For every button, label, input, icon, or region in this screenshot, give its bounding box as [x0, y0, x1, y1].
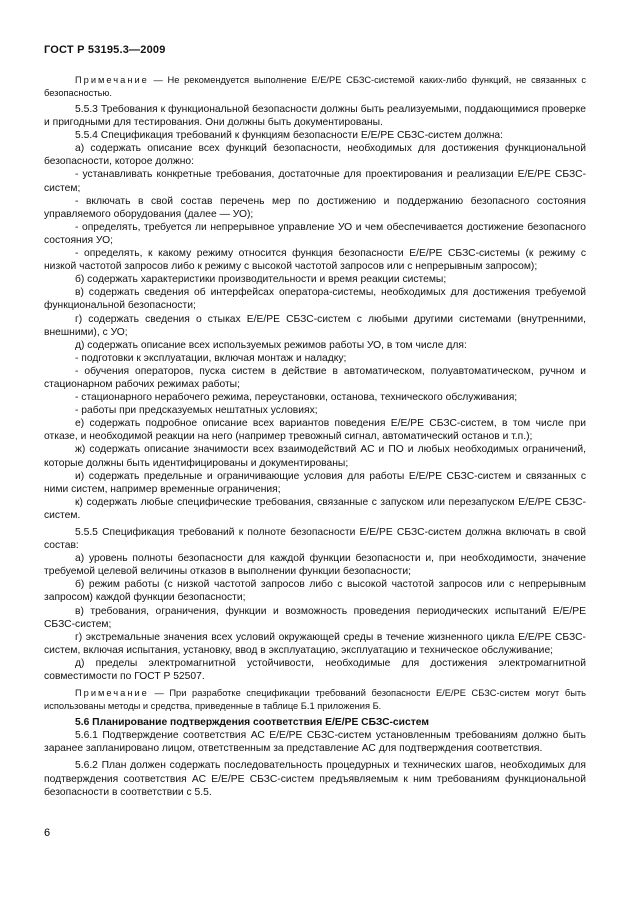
note-2-text: — При разработке спецификации требований безопасности Е/Е/РЕ СБЗС-систем могут быть использованы методы и средства, приведенные в таблице Б.1 приложения Б. — [44, 688, 586, 711]
paragraph: - подготовки к эксплуатации, включая монтаж и наладку; — [75, 352, 347, 364]
note-1-label: Примечание — [75, 75, 149, 85]
paragraph: 5.6.2 План должен содержать последовательность процедурных и технических шагов, необходимых для подтверждения соответствия АС Е/Е/РЕ СБЗС-систем предъявляемым к ним требованиям функциональной безопасности в соответствии с 5.5. — [44, 760, 586, 798]
paragraph: - обучения операторов, пуска систем в действие в автоматическом, полуавтоматическом, ручном и стационарном рабочих режимах работы; — [44, 365, 586, 390]
paragraph: - стационарного нерабочего режима, переустановки, останова, технического обслуживания; — [75, 392, 518, 404]
paragraph: и) содержать предельные и ограничивающие условия для работы Е/Е/РЕ СБЗС-систем и связанных с ними систем, например временные ограничения; — [44, 470, 586, 495]
note-2-label: Примечание — [75, 688, 149, 699]
paragraph: к) содержать любые специфические требования, связанные с запуском или перезапуском Е/Е/РЕ СБЗС-систем. — [44, 496, 586, 521]
paragraph: 5.5.4 Спецификация требований к функциям безопасности Е/Е/РЕ СБЗС-систем должна: — [75, 130, 504, 142]
paragraph: ж) содержать описание значимости всех взаимодействий АС и ПО и любых необходимых ограничений, которые должны быть идентифицированы и документированы; — [44, 444, 586, 469]
page-number: 6 — [44, 827, 51, 839]
note-1-text: — Не рекомендуется выполнение Е/Е/РЕ СБЗС-системой каких-либо функций, не связанных с безопасностью. — [44, 75, 586, 98]
paragraph: г) экстремальные значения всех условий окружающей среды в течение жизненного цикла Е/Е/РЕ СБЗС-систем, включая испытания, установку, ввод в эксплуатацию, эксплуатацию и техническое обслуживание; — [44, 631, 586, 656]
document-header: ГОСТ Р 53195.3—2009 — [44, 44, 166, 56]
paragraph: е) содержать подробное описание всех вариантов поведения Е/Е/РЕ СБЗС-систем, в том числе при отказе, и необходимой реакции на него (например тревожный сигнал, автоматический останов и т.п.); — [44, 418, 586, 443]
paragraph: 5.5.3 Требования к функциональной безопасности должны быть реализуемыми, поддающимися проверке и пригодными для тестирования. Они должны быть документированы. — [44, 104, 586, 129]
paragraph: - определять, к какому режиму относится функция безопасности Е/Е/РЕ СБЗС-системы (к режиму с низкой частотой запросов либо к режиму с высокой частотой запросов или с непрерывным запросом); — [44, 248, 586, 273]
paragraph: б) режим работы (с низкой частотой запросов либо с высокой частотой запросов или с непрерывным запросом) каждой функции безопасности; — [44, 579, 586, 604]
paragraph: а) уровень полноты безопасности для каждой функции безопасности и, при необходимости, значение требуемой целевой величины отказов в выполнении функции безопасности; — [44, 553, 586, 578]
note-1 — [44, 74, 586, 99]
paragraph: в) требования, ограничения, функции и возможность проведения периодических испытаний Е/Е/РЕ СБЗС-систем; — [44, 605, 586, 630]
paragraph: б) содержать характеристики производительности и время реакции системы; — [75, 274, 447, 286]
paragraph: 5.5.5 Спецификация требований к полноте безопасности Е/Е/РЕ СБЗС-систем должна включать в свой состав: — [44, 527, 586, 552]
paragraph: 5.6.1 Подтверждение соответствия АС Е/Е/РЕ СБЗС-систем установленным требованиям должно быть заранее запланировано лицом, ответственным за представление АС для подтверждения соответствия. — [44, 730, 586, 755]
paragraph: - работы при предсказуемых нештатных условиях; — [75, 405, 318, 417]
paragraph: - устанавливать конкретные требования, достаточные для проектирования и реализации Е/Е/РЕ СБЗС-систем; — [44, 169, 586, 194]
section-heading: 5.6 Планирование подтверждения соответствия Е/Е/РЕ СБЗС-систем — [75, 717, 429, 729]
paragraph: а) содержать описание всех функций безопасности, необходимых для достижения функциональной безопасности, которое должно: — [44, 143, 586, 168]
paragraph: - включать в свой состав перечень мер по достижению и поддержанию безопасного состояния управляемого оборудования (далее — УО); — [44, 195, 586, 220]
paragraph: - определять, требуется ли непрерывное управление УО и чем обеспечивается достижение безопасного состояния УО; — [44, 221, 586, 246]
paragraph: д) содержать описание всех используемых режимов работы УО, в том числе для: — [75, 339, 467, 351]
note-2 — [44, 687, 586, 712]
paragraph: д) пределы электромагнитной устойчивости, необходимые для достижения электромагнитной совместимости по ГОСТ Р 52507. — [44, 657, 586, 683]
paragraph: в) содержать сведения об интерфейсах оператора-системы, необходимых для достижения требуемой функциональной безопасности; — [44, 287, 586, 312]
paragraph: г) содержать сведения о стыках Е/Е/РЕ СБЗС-систем с любыми другими системами (внутренними, внешними), с УО; — [44, 313, 586, 338]
document-page — [44, 44, 586, 799]
